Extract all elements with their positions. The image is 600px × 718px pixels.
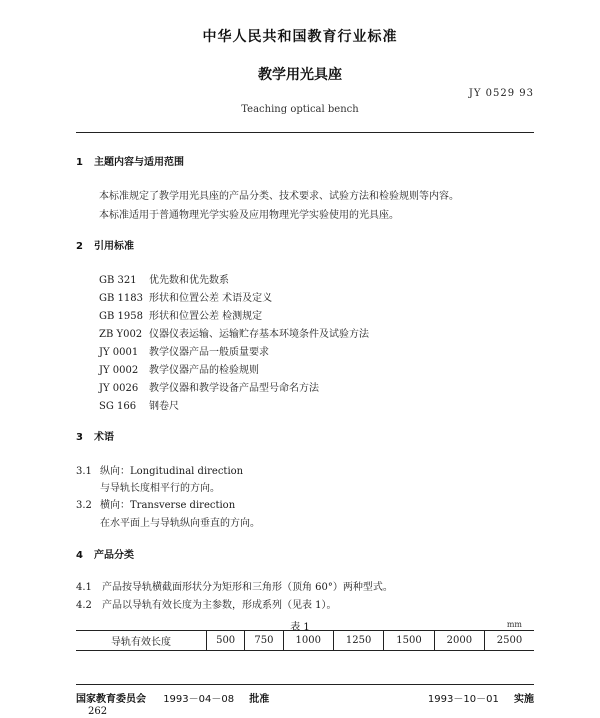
reference-item	[99, 379, 319, 394]
reference-code: SG 166	[99, 401, 137, 412]
table-cell: 1500	[384, 631, 434, 651]
section-1-para-1: 本标准规定了教学用光具座的产品分类、技术要求、试验方法和检验规则等内容。	[99, 191, 459, 202]
reference-title: 钢卷尺	[149, 401, 179, 412]
row-label: 导轨有效长度	[76, 631, 207, 651]
implement-date: 1993－10－01	[427, 694, 499, 705]
section-2-heading	[76, 237, 134, 252]
footer-implementation	[428, 690, 534, 705]
reference-item	[99, 343, 269, 358]
table-cell: 750	[245, 631, 283, 651]
table-unit: mm	[506, 620, 522, 629]
reference-title: 教学仪器产品的检验规则	[149, 365, 259, 376]
clause-text: 产品按导轨横截面形状分为矩形和三角形（顶角 60°）两种型式。	[102, 582, 393, 593]
table-cell: 2500	[485, 631, 534, 651]
clause-number: 4.2	[76, 600, 92, 611]
header-divider	[76, 132, 534, 133]
section-4-heading	[76, 546, 134, 561]
reference-title: 教学仪器和教学设备产品型号命名方法	[149, 383, 319, 394]
reference-item	[99, 307, 262, 322]
term-name: 横向：Transverse direction	[100, 500, 236, 511]
clause-4-1	[76, 578, 393, 593]
term-number: 3.1	[76, 466, 92, 477]
english-title: Teaching optical bench	[241, 104, 359, 115]
table-cell: 1250	[333, 631, 383, 651]
reference-title: 仪器仪表运输、运输贮存基本环境条件及试验方法	[149, 329, 369, 340]
approve-label: 批准	[249, 694, 270, 705]
term-definition: 在水平面上与导轨纵向垂直的方向。	[100, 518, 260, 529]
table-cell: 2000	[434, 631, 484, 651]
table-cell: 500	[207, 631, 245, 651]
section-1-para-2: 本标准适用于普通物理光学实验及应用物理光学实验使用的光具座。	[99, 210, 399, 221]
section-4-title: 产品分类	[94, 550, 134, 561]
section-1-number: 1	[76, 157, 83, 168]
reference-code: GB 1958	[99, 311, 143, 322]
section-3-number: 3	[76, 432, 83, 443]
term-number: 3.2	[76, 500, 92, 511]
reference-item	[99, 289, 272, 304]
term-3-1	[76, 462, 243, 477]
reference-item	[99, 271, 229, 286]
section-1-title: 主题内容与适用范围	[94, 157, 184, 168]
section-2-number: 2	[76, 241, 83, 252]
section-2-title: 引用标准	[94, 241, 134, 252]
implement-label: 实施	[514, 694, 534, 705]
approve-date: 1993－04－08	[163, 694, 235, 705]
footer-approval	[76, 690, 269, 705]
reference-code: JY 0001	[99, 347, 139, 358]
reference-item	[99, 397, 179, 412]
reference-item	[99, 361, 259, 376]
clause-number: 4.1	[76, 582, 92, 593]
section-3-title: 术语	[94, 432, 114, 443]
reference-title: 形状和位置公差 检测规定	[149, 311, 263, 322]
standard-code: JY 0529 93	[468, 88, 534, 99]
term-name: 纵向：Longitudinal direction	[100, 466, 244, 477]
reference-title: 教学仪器产品一般质量要求	[149, 347, 269, 358]
term-definition: 与导轨长度相平行的方向。	[100, 483, 220, 494]
reference-code: ZB Y002	[99, 329, 143, 340]
reference-code: GB 321	[99, 275, 137, 286]
section-3-heading	[76, 428, 114, 443]
document-title: 教学用光具座	[258, 67, 342, 83]
table-row	[76, 631, 534, 651]
reference-item	[99, 325, 369, 340]
reference-code: GB 1183	[99, 293, 143, 304]
section-4-number: 4	[76, 550, 83, 561]
footer-divider	[76, 684, 534, 685]
length-series-table	[76, 630, 534, 651]
page-number: 262	[88, 706, 108, 717]
clause-4-2	[76, 596, 337, 611]
table-caption: 表 1	[290, 622, 310, 633]
issuer: 国家教育委员会	[76, 694, 146, 705]
reference-title: 形状和位置公差 术语及定义	[149, 293, 273, 304]
term-3-2	[76, 496, 235, 511]
table-cell: 1000	[283, 631, 333, 651]
reference-code: JY 0002	[99, 365, 139, 376]
reference-title: 优先数和优先数系	[149, 275, 229, 286]
clause-text: 产品以导轨有效长度为主参数，形成系列（见表 1）。	[102, 600, 337, 611]
standard-org-title: 中华人民共和国教育行业标准	[202, 29, 398, 45]
section-1-heading	[76, 153, 184, 168]
reference-code: JY 0026	[99, 383, 139, 394]
